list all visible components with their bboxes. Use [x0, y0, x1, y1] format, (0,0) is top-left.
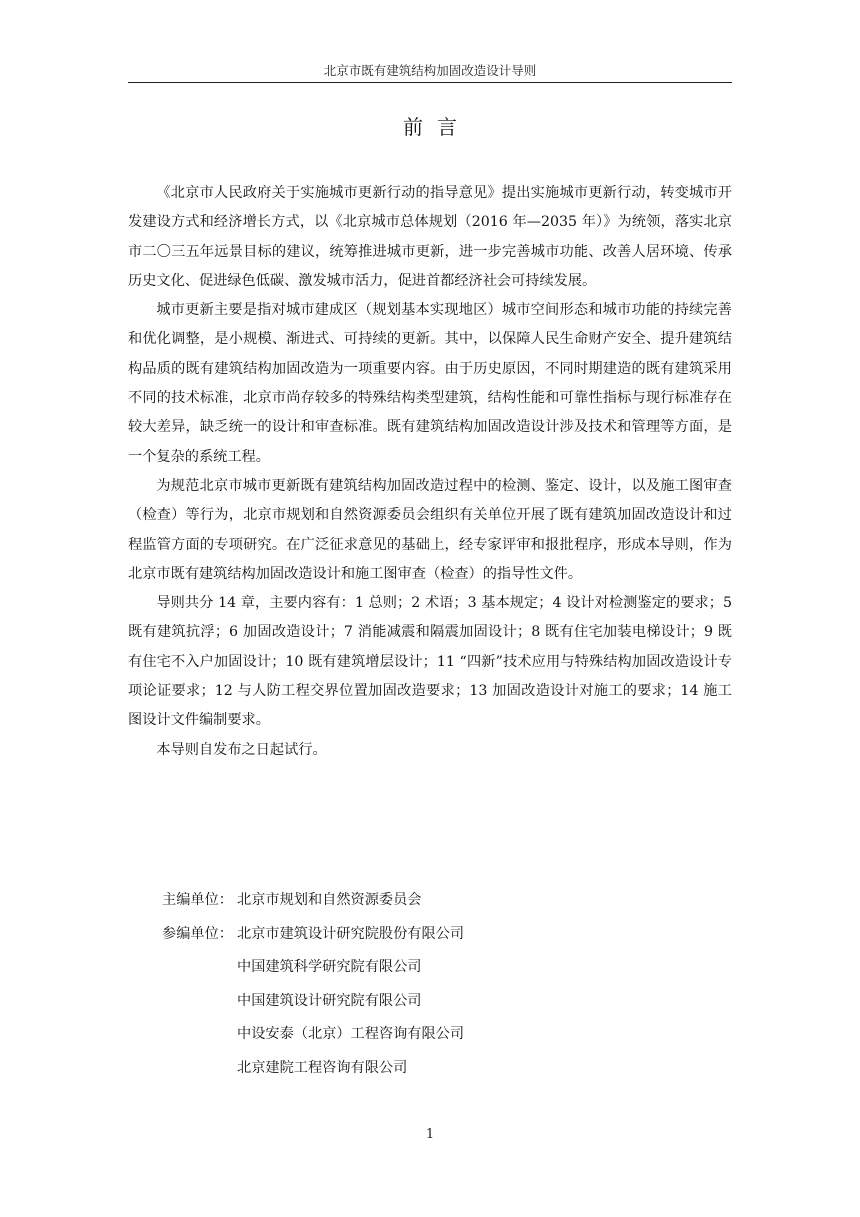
preface-body — [128, 179, 732, 765]
participating-unit-name: 北京建院工程咨询有限公司 — [237, 1059, 408, 1076]
page-title: 前言 — [403, 115, 471, 139]
participating-unit-row — [162, 1020, 722, 1054]
chief-unit-label: 主编单位： — [162, 892, 233, 908]
chief-unit-row — [162, 886, 722, 920]
editing-units — [162, 886, 722, 1087]
participating-unit-label: 参编单位： — [162, 925, 233, 942]
participating-unit-name: 中国建筑设计研究院有限公司 — [237, 992, 422, 1009]
running-header — [128, 62, 732, 83]
participating-unit-row — [162, 953, 722, 987]
participating-unit-name: 中设安泰（北京）工程咨询有限公司 — [237, 1026, 465, 1042]
paragraph-5: 本导则自发布之日起试行。 — [156, 741, 327, 758]
paragraph-1: 《北京市人民政府关于实施城市更新行动的指导意见》提出实施城市更新行动，转变城市开发建设方式和经济增长方式，以《北京城市总体规划（2016 年—2035 年）》为统领，落实北京市二〇三五年远景目标的建议，统筹推进城市更新，进一步完善城市功能、改善人居环境、传承历史文化、促进绿色低碳、激发城市活力，促进首都经济社会可持续发展。 — [128, 185, 732, 289]
chief-unit-name: 北京市规划和自然资源委员会 — [237, 892, 422, 908]
participating-unit-row — [162, 1054, 722, 1088]
paragraph-4: 导则共分 14 章，主要内容有：1 总则；2 术语；3 基本规定；4 设计对检测鉴定的要求；5 既有建筑抗浮；6 加固改造设计；7 消能减震和隔震加固设计；8 既有住宅加装电梯设计；9 既有住宅不入户加固设计；10 既有建筑增层设计；11 “四新”技术应用与特殊结构加固改造设计专项论证要求；12 与人防工程交界位置加固改造要求；13 加固改造设计对施工的要求；14 施工图设计文件编制要求。 — [128, 595, 732, 729]
participating-unit-row — [162, 987, 722, 1021]
participating-unit-name: 北京市建筑设计研究院股份有限公司 — [237, 925, 465, 942]
running-header-title: 北京市既有建筑结构加固改造设计导则 — [323, 63, 537, 78]
paragraph-3: 为规范北京市城市更新既有建筑结构加固改造过程中的检测、鉴定、设计，以及施工图审查（检查）等行为，北京市规划和自然资源委员会组织有关单位开展了既有建筑加固改造设计和过程监管方面的专项研究。在广泛征求意见的基础上，经专家评审和报批程序，形成本导则，作为北京市既有建筑结构加固改造设计和施工图审查（检查）的指导性文件。 — [128, 477, 732, 582]
page-number: 1 — [425, 1127, 435, 1142]
paragraph-2: 城市更新主要是指对城市建成区（规划基本实现地区）城市空间形态和城市功能的持续完善和优化调整，是小规模、渐进式、可持续的更新。其中，以保障人民生命财产安全、提升建筑结构品质的既有建筑结构加固改造为一项重要内容。由于历史原因，不同时期建造的既有建筑采用不同的技术标准，北京市尚存较多的特殊结构类型建筑，结构性能和可靠性指标与现行标准存在较大差异，缺乏统一的设计和审查标准。既有建筑结构加固改造设计涉及技术和管理等方面，是一个复杂的系统工程。 — [128, 302, 732, 465]
participating-unit-row — [162, 920, 722, 954]
participating-unit-name: 中国建筑科学研究院有限公司 — [237, 959, 422, 975]
